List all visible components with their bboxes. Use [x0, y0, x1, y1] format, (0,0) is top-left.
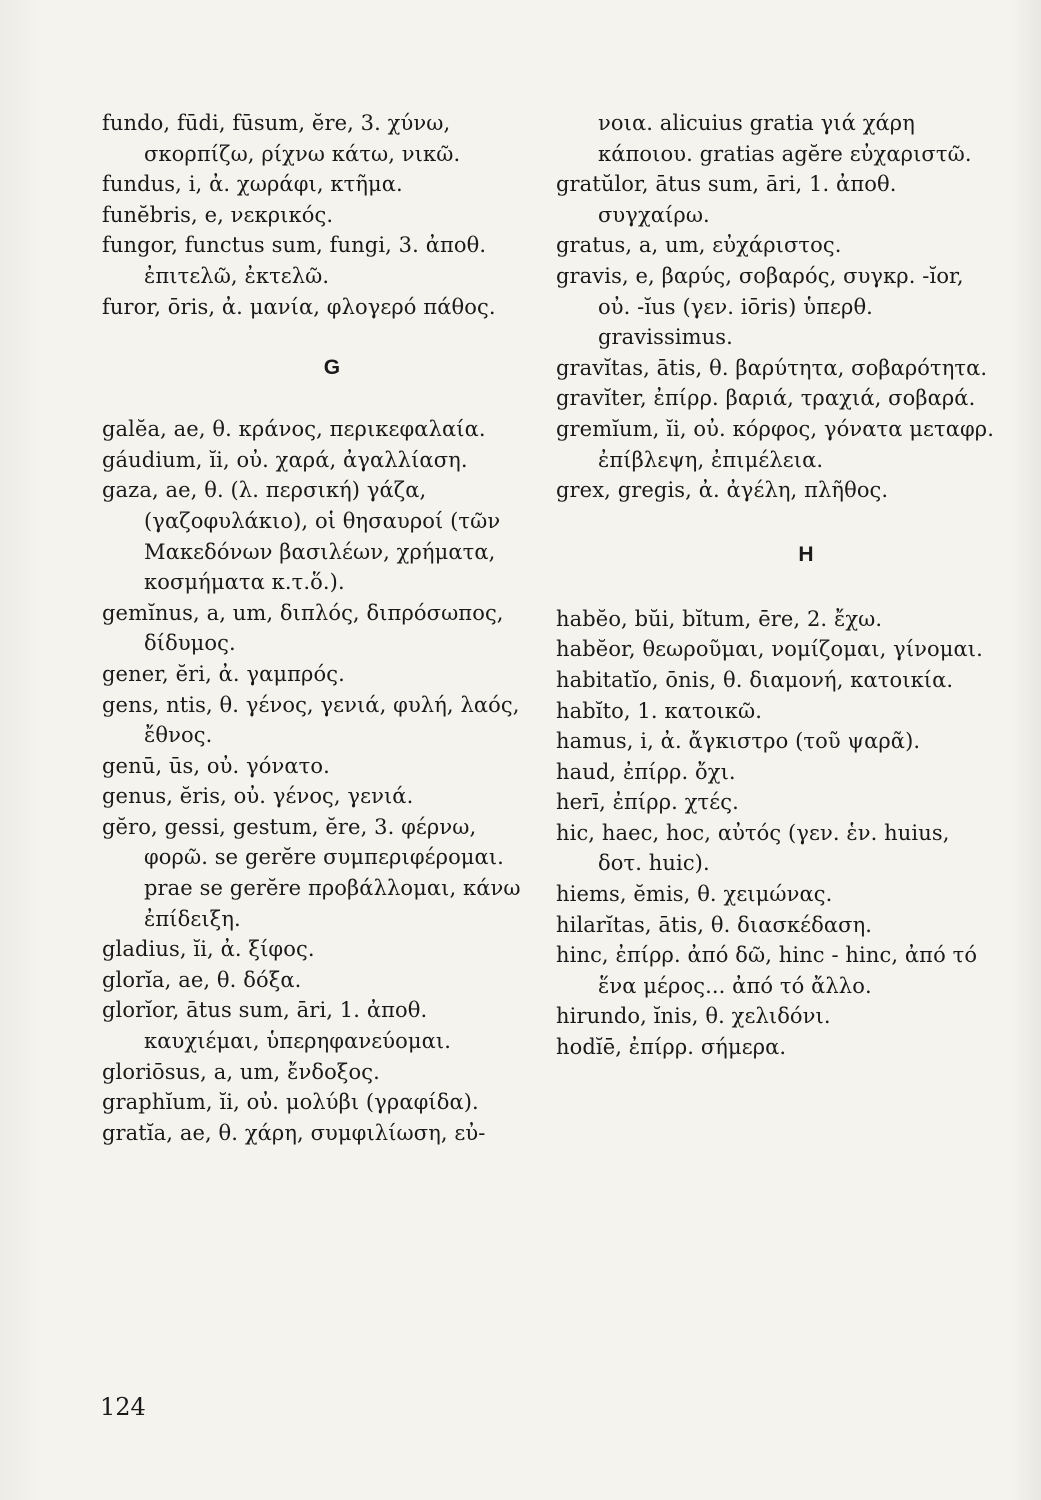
dictionary-entry: gremĭum, ĭi, οὐ. κόρφος, γόνατα μεταφρ. ἐπίβλεψη, ἐπιμέλεια. — [556, 416, 995, 472]
dictionary-entry: hilarĭtas, ātis, θ. διασκέδαση. — [556, 912, 873, 937]
dictionary-entry: gloriōsus, a, um, ἔνδοξος. — [102, 1059, 380, 1084]
dictionary-entry: furor, ōris, ἀ. μανία, φλογερό πάθος. — [102, 294, 496, 319]
dictionary-entry: hinc, ἐπίρρ. ἀπό δῶ, hinc - hinc, ἀπό τό ἕνα μέρος... ἀπό τό ἄλλο. — [556, 943, 978, 998]
dictionary-entry: haud, ἐπίρρ. ὄχι. — [556, 759, 736, 784]
page-number: 124 — [100, 1393, 146, 1421]
dictionary-entry: gener, ĕri, ἀ. γαμπρός. — [102, 661, 345, 686]
dictionary-entry: gravĭtas, ātis, θ. βαρύτητα, σοβαρότητα. — [556, 355, 988, 380]
dictionary-entry: gáudium, ĭi, οὐ. χαρά, ἀγαλλίαση. — [102, 447, 468, 472]
dictionary-entry: hodĭē, ἐπίρρ. σήμερα. — [556, 1035, 787, 1060]
dictionary-entry: genus, ĕris, οὐ. γένος, γενιά. — [102, 784, 414, 809]
dictionary-entry: glorĭa, ae, θ. δόξα. — [102, 967, 302, 992]
dictionary-entry: gemĭnus, a, um, διπλός, διπρόσωπος, δίδυμος. — [102, 600, 504, 656]
dictionary-entry: hic, haec, hoc, αὐτός (γεν. ἑν. huius, δοτ. huic). — [556, 820, 950, 876]
dictionary-entry: genū, ūs, οὐ. γόνατο. — [102, 753, 330, 778]
section-heading-h: H — [798, 542, 814, 566]
dictionary-entry: herī, ἐπίρρ. χτές. — [556, 790, 739, 815]
left-column — [102, 108, 542, 1148]
dictionary-entry: hamus, i, ἀ. ἄγκιστρο (τοῦ ψαρᾶ). — [556, 729, 921, 754]
dictionary-entry: funĕbris, e, νεκρικός. — [102, 202, 334, 227]
dictionary-entry: gratŭlor, ātus sum, āri, 1. ἀποθ. συγχαίρω. — [556, 172, 897, 227]
dictionary-entry: hiems, ĕmis, θ. χειμώνας. — [556, 882, 833, 907]
dictionary-entry: habĭto, 1. κατοικῶ. — [556, 698, 762, 723]
dictionary-entry: gĕro, gessi, gestum, ĕre, 3. φέρνω, φορῶ. se gerĕre συμπεριφέρομαι. prae se gerĕre προβάλλομαι, κάνω ἐπίδειξη. — [102, 814, 521, 931]
section-heading-g: G — [323, 356, 341, 380]
dictionary-entry: gens, ntis, θ. γένος, γενιά, φυλή, λαός, ἔθνος. — [102, 692, 520, 748]
dictionary-entry: gratĭa, ae, θ. χάρη, συμφιλίωση, εὐ- — [102, 1120, 486, 1145]
dictionary-entry: gratus, a, um, εὐχάριστος. — [556, 233, 842, 258]
dictionary-entry: fundus, i, ἀ. χωράφι, κτῆμα. — [102, 172, 403, 197]
right-column — [556, 108, 996, 1063]
dictionary-entry: gravis, e, βαρύς, σοβαρός, συγκρ. -ĭor, οὐ. -ĭus (γεν. iōris) ὑπερθ. gravissimus. — [556, 263, 964, 350]
dictionary-entry: habĕor, θεωροῦμαι, νομίζομαι, γίνομαι. — [556, 637, 983, 662]
entry-continuation: νοια. alicuius gratia γιά χάρη κάποιου. gratias agĕre εὐχαριστῶ. — [598, 111, 972, 166]
dictionary-entry: graphĭum, ĭi, οὐ. μολύβι (γραφίδα). — [102, 1090, 479, 1115]
dictionary-entry: glorĭor, ātus sum, āri, 1. ἀποθ. καυχιέμαι, ὑπερηφανεύομαι. — [102, 998, 451, 1054]
dictionary-entry: gaza, ae, θ. (λ. περσική) γάζα, (γαζοφυλάκιο), οἱ θησαυροί (τῶν Μακεδόνων βασιλέων, χρήματα, κοσμήματα κ.τ.ὅ.). — [102, 478, 501, 595]
dictionary-entry: fungor, functus sum, fungi, 3. ἀποθ. ἐπιτελῶ, ἐκτελῶ. — [102, 233, 487, 288]
dictionary-entry: hirundo, ĭnis, θ. χελιδόνι. — [556, 1004, 831, 1029]
dictionary-entry: galĕa, ae, θ. κράνος, περικεφαλαία. — [102, 417, 486, 442]
dictionary-entry: habĕo, bŭi, bĭtum, ēre, 2. ἔχω. — [556, 606, 883, 631]
dictionary-entry: gravĭter, ἐπίρρ. βαριά, τραχιά, σοβαρά. — [556, 386, 976, 411]
dictionary-entry: fundo, fūdi, fūsum, ĕre, 3. χύνω, σκορπίζω, ρίχνω κάτω, νικῶ. — [102, 111, 461, 166]
dictionary-entry: gladius, ĭi, ἀ. ξίφος. — [102, 937, 315, 962]
dictionary-entry: habitatĭo, ōnis, θ. διαμονή, κατοικία. — [556, 667, 954, 692]
dictionary-entry: grex, gregis, ἀ. ἀγέλη, πλῆθος. — [556, 478, 889, 503]
